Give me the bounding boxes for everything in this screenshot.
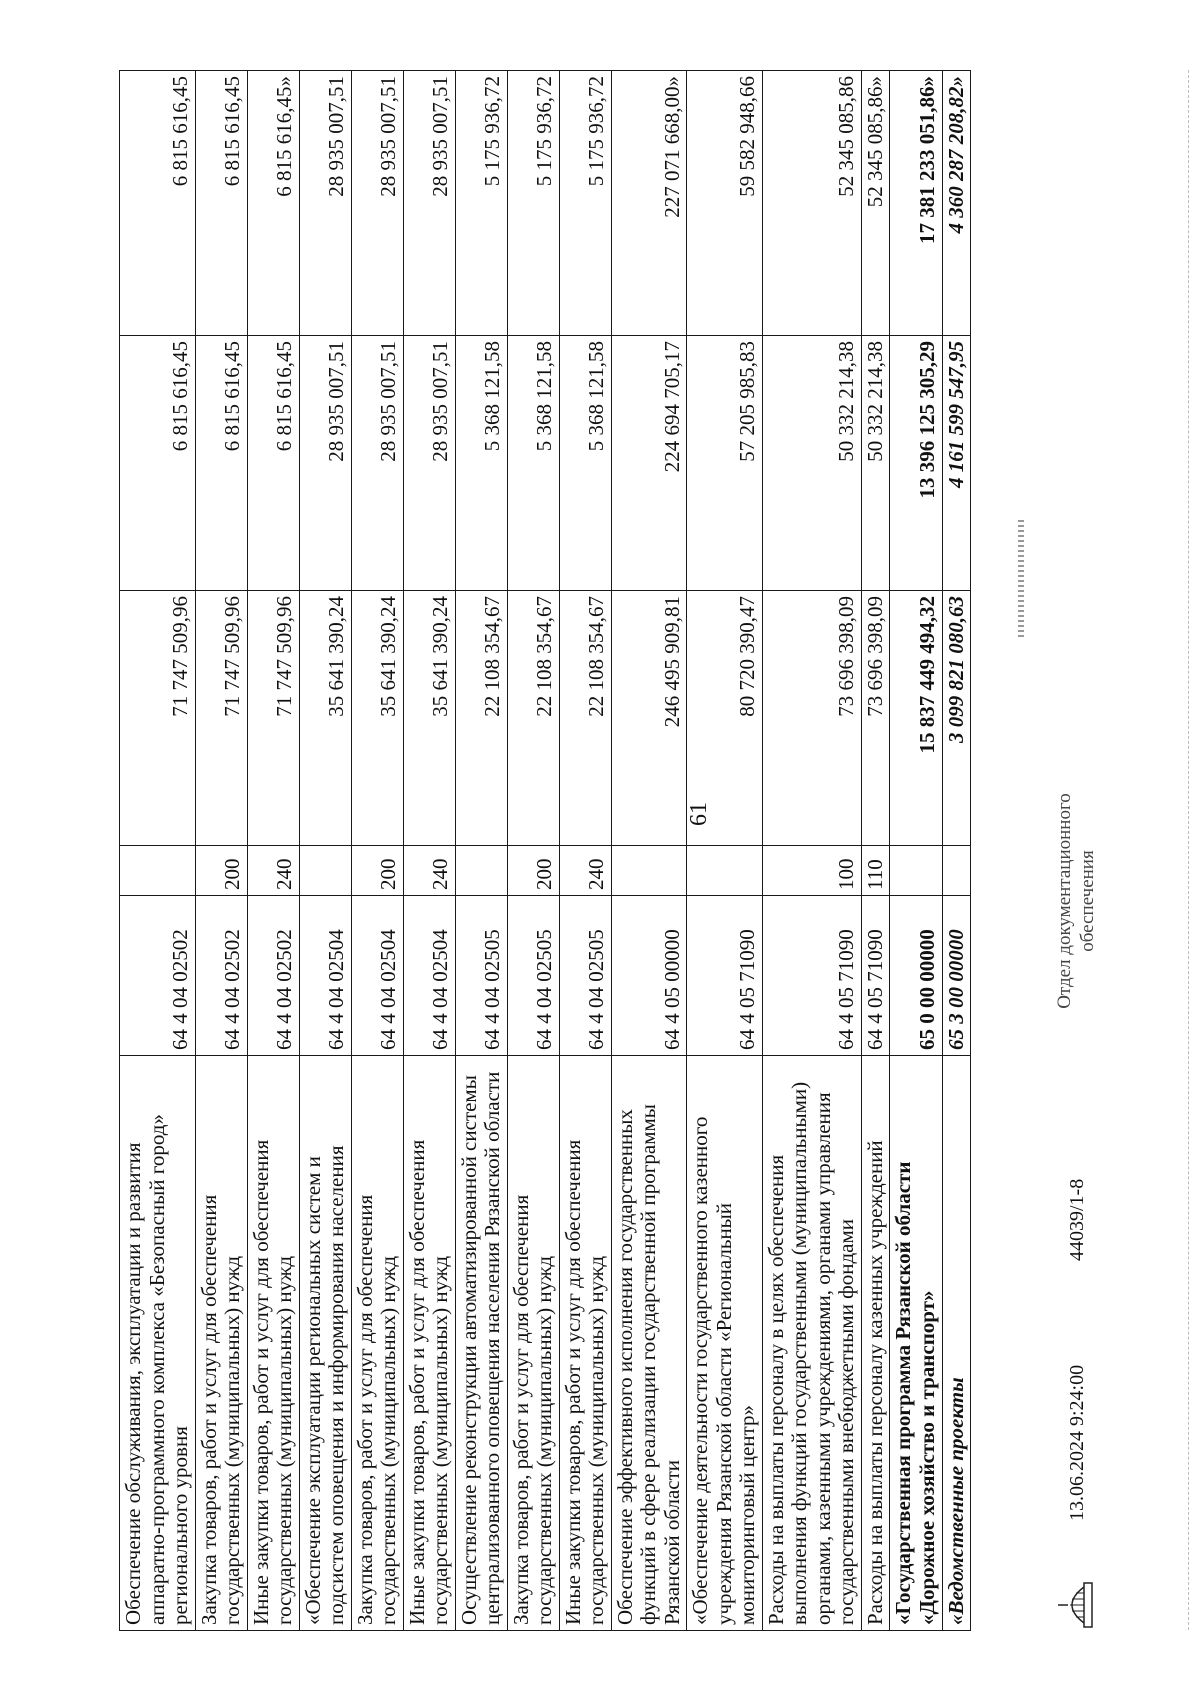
- cell-name: «Обеспечение деятельности государственного казенного учреждения Рязанской области «Региональный мониторинговый центр»: [687, 1056, 763, 1631]
- document-footer: [1054, 71, 1114, 1631]
- cell-v2024: 80 720 390,47: [687, 591, 763, 846]
- cell-name: Расходы на выплаты персоналу казенных учреждений: [861, 1056, 890, 1631]
- cell-code: 64 4 04 02505: [507, 896, 559, 1056]
- cell-v2025: 5 368 121,58: [455, 336, 507, 591]
- cell-v2026: 28 935 007,51: [299, 71, 351, 336]
- budget-table-body: [120, 71, 971, 1631]
- table-row: [762, 71, 861, 1631]
- emblem-icon: [1054, 1579, 1098, 1631]
- cell-v2024: 73 696 398,09: [861, 591, 890, 846]
- cell-v2026: 5 175 936,72: [559, 71, 611, 336]
- cell-v2026: 6 815 616,45: [120, 71, 196, 336]
- cell-vr: 240: [247, 846, 299, 896]
- cell-v2026: 59 582 948,66: [687, 71, 763, 336]
- cell-name: «Обеспечение эксплуатации региональных систем и подсистем оповещения и информирования населения: [299, 1056, 351, 1631]
- cell-v2024: 71 747 509,96: [120, 591, 196, 846]
- cell-vr: [890, 846, 942, 896]
- cell-v2025: 57 205 985,83: [687, 336, 763, 591]
- cell-name: «Ведомственные проекты: [942, 1056, 971, 1631]
- cell-code: 64 4 04 02502: [120, 896, 196, 1056]
- cell-name: Закупка товаров, работ и услуг для обеспечения государственных (муниципальных) нужд: [195, 1056, 247, 1631]
- cell-v2025: 5 368 121,58: [507, 336, 559, 591]
- cell-v2025: 28 935 007,51: [351, 336, 403, 591]
- cell-v2024: 73 696 398,09: [762, 591, 861, 846]
- cell-name: Расходы на выплаты персоналу в целях обеспечения выполнения функций государственными (муниципальными) органами, казенными учреждениями, органами управления государственными внебюджетными фондами: [762, 1056, 861, 1631]
- cell-v2024: 22 108 354,67: [559, 591, 611, 846]
- cell-name: Обеспечение эффективного исполнения государственных функций в сфере реализации государственной программы Рязанской области: [611, 1056, 687, 1631]
- cell-vr: [611, 846, 687, 896]
- cell-v2024: 71 747 509,96: [195, 591, 247, 846]
- cell-name: Иные закупки товаров, работ и услуг для обеспечения государственных (муниципальных) нужд: [559, 1056, 611, 1631]
- cell-v2026: 5 175 936,72: [507, 71, 559, 336]
- cell-name: Закупка товаров, работ и услуг для обеспечения государственных (муниципальных) нужд: [507, 1056, 559, 1631]
- cell-v2024: 15 837 449 494,32: [890, 591, 942, 846]
- cell-vr: [687, 846, 763, 896]
- cell-code: 65 0 00 00000: [890, 896, 942, 1056]
- cell-code: 64 4 04 02502: [247, 896, 299, 1056]
- department-stamp: [1054, 751, 1100, 1051]
- cell-v2026: 5 175 936,72: [455, 71, 507, 336]
- cell-v2024: 71 747 509,96: [247, 591, 299, 846]
- cell-code: 64 4 04 02505: [559, 896, 611, 1056]
- cell-v2025: 28 935 007,51: [403, 336, 455, 591]
- cell-code: 64 4 05 71090: [762, 896, 861, 1056]
- cell-v2025: 13 396 125 305,29: [890, 336, 942, 591]
- cell-v2026: 6 815 616,45: [195, 71, 247, 336]
- table-row: [247, 71, 299, 1631]
- cell-v2025: 6 815 616,45: [120, 336, 196, 591]
- table-row: [120, 71, 196, 1631]
- scan-margin-line: [1188, 70, 1191, 1630]
- cell-vr: 200: [351, 846, 403, 896]
- cell-v2024: 22 108 354,67: [507, 591, 559, 846]
- table-row: [611, 71, 687, 1631]
- cell-v2025: 50 332 214,38: [762, 336, 861, 591]
- budget-table: [119, 70, 971, 1631]
- table-row: [299, 71, 351, 1631]
- cell-v2026: 52 345 085,86»: [861, 71, 890, 336]
- cell-code: 64 4 05 00000: [611, 896, 687, 1056]
- cell-v2026: 28 935 007,51: [351, 71, 403, 336]
- cell-v2025: 4 161 599 547,95: [942, 336, 971, 591]
- table-row: [861, 71, 890, 1631]
- stamp-line-1: Отдел документационного: [1054, 793, 1075, 1009]
- footer-document-id: 44039/1-8: [1066, 1178, 1088, 1261]
- cell-name: Обеспечение обслуживания, эксплуатации и развития аппаратно-программного комплекса «Безопасный город» регионального уровня: [120, 1056, 196, 1631]
- cell-v2026: 28 935 007,51: [403, 71, 455, 336]
- cell-name: Иные закупки товаров, работ и услуг для обеспечения государственных (муниципальных) нужд: [403, 1056, 455, 1631]
- rotated-document: [119, 71, 1098, 1631]
- table-row: [507, 71, 559, 1631]
- cell-vr: 110: [861, 846, 890, 896]
- cell-vr: 240: [403, 846, 455, 896]
- cell-v2026: 52 345 085,86: [762, 71, 861, 336]
- stamp-line-2: обеспечения: [1076, 850, 1098, 952]
- cell-v2024: 35 641 390,24: [403, 591, 455, 846]
- cell-name: Иные закупки товаров, работ и услуг для обеспечения государственных (муниципальных) нужд: [247, 1056, 299, 1631]
- cell-code: 65 3 00 00000: [942, 896, 971, 1056]
- cell-name: «Государственная программа Рязанской области «Дорожное хозяйство и транспорт»: [890, 1056, 942, 1631]
- cell-code: 64 4 04 02502: [195, 896, 247, 1056]
- cell-v2026: 17 381 233 051,86»: [890, 71, 942, 336]
- cell-v2025: 6 815 616,45: [247, 336, 299, 591]
- cell-v2024: 3 099 821 080,63: [942, 591, 971, 846]
- cell-code: 64 4 04 02504: [299, 896, 351, 1056]
- table-row: [455, 71, 507, 1631]
- cell-v2025: 50 332 214,38: [861, 336, 890, 591]
- cell-vr: 100: [762, 846, 861, 896]
- table-row: [687, 71, 763, 1631]
- footer-date: 13.06.2024 9:24:00: [1066, 1364, 1088, 1521]
- cell-vr: [299, 846, 351, 896]
- cell-v2024: 22 108 354,67: [455, 591, 507, 846]
- page-number: 61: [686, 802, 712, 826]
- table-row: [351, 71, 403, 1631]
- cell-v2025: 5 368 121,58: [559, 336, 611, 591]
- table-row: [890, 71, 942, 1631]
- cell-v2026: 4 360 287 208,82»: [942, 71, 971, 336]
- cell-name: Осуществление реконструкции автоматизированной системы централизованного оповещения населения Рязанской области: [455, 1056, 507, 1631]
- cell-vr: 200: [195, 846, 247, 896]
- table-row: [403, 71, 455, 1631]
- cell-code: 64 4 05 71090: [861, 896, 890, 1056]
- cell-v2025: 224 694 705,17: [611, 336, 687, 591]
- cell-vr: [942, 846, 971, 896]
- cell-v2024: 35 641 390,24: [351, 591, 403, 846]
- table-row: [195, 71, 247, 1631]
- cell-v2026: 227 071 668,00»: [611, 71, 687, 336]
- cell-code: 64 4 04 02504: [403, 896, 455, 1056]
- cell-v2026: 6 815 616,45»: [247, 71, 299, 336]
- cell-v2024: 35 641 390,24: [299, 591, 351, 846]
- table-row: [942, 71, 971, 1631]
- scan-artifact: [1018, 520, 1024, 640]
- cell-name: Закупка товаров, работ и услуг для обеспечения государственных (муниципальных) нужд: [351, 1056, 403, 1631]
- cell-v2025: 28 935 007,51: [299, 336, 351, 591]
- cell-code: 64 4 04 02504: [351, 896, 403, 1056]
- cell-vr: 240: [559, 846, 611, 896]
- cell-vr: [120, 846, 196, 896]
- cell-vr: 200: [507, 846, 559, 896]
- cell-v2024: 246 495 909,81: [611, 591, 687, 846]
- cell-vr: [455, 846, 507, 896]
- cell-v2025: 6 815 616,45: [195, 336, 247, 591]
- cell-code: 64 4 04 02505: [455, 896, 507, 1056]
- cell-code: 64 4 05 71090: [687, 896, 763, 1056]
- table-row: [559, 71, 611, 1631]
